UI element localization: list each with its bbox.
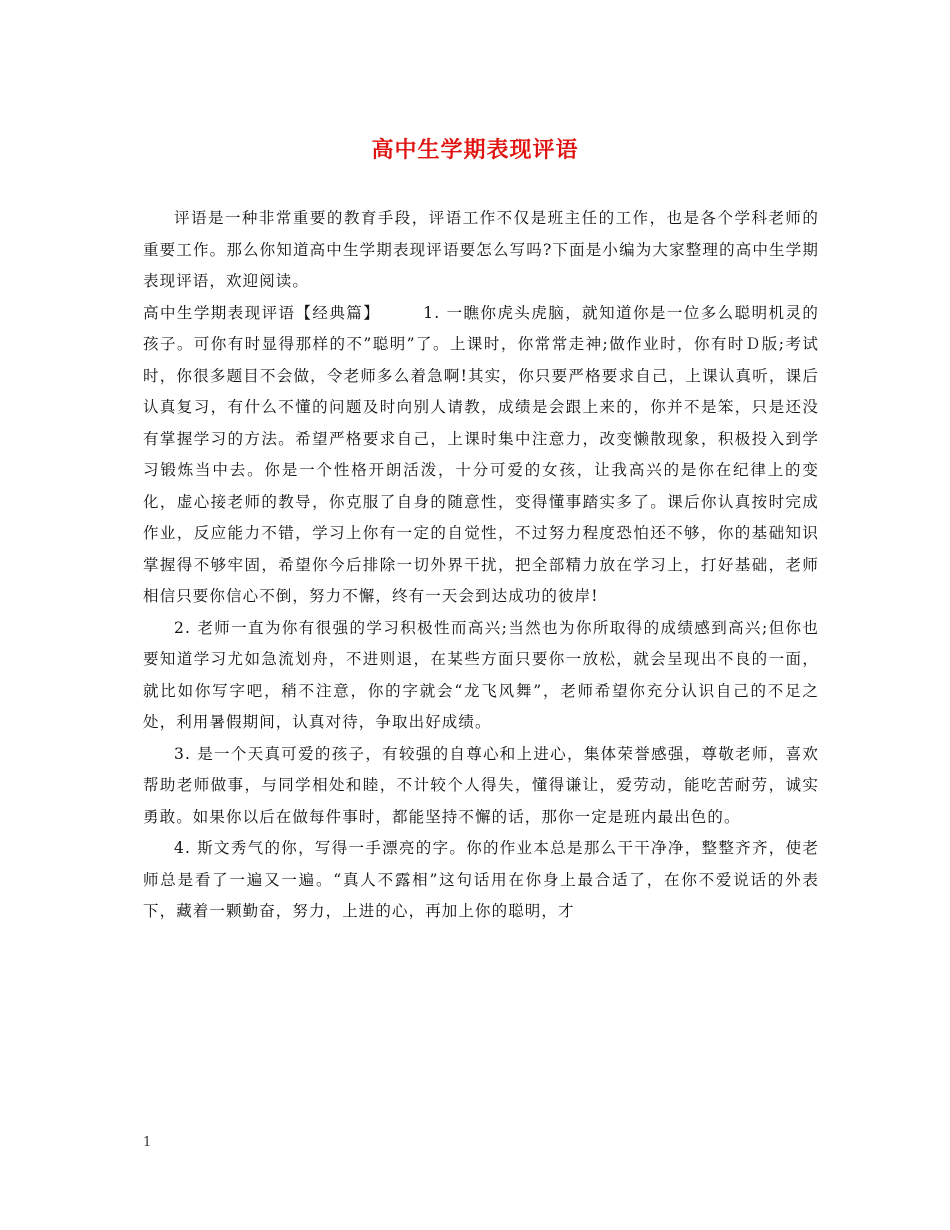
comment-paragraph-2: 2. 老师一直为你有很强的学习积极性而高兴;当然也为你所取得的成绩感到高兴;但你也要知道学习尤如急流划舟，不进则退，在某些方面只要你一放松，就会呈现出不良的一面，就比如你写字吧，稍不注意，你的字就会“龙飞风舞”，老师希望你充分认识自己的不足之处，利用暑假期间，认真对待，争取出好成绩。 [143, 618, 819, 731]
comment-paragraph-3: 3. 是一个天真可爱的孩子，有较强的自尊心和上进心，集体荣誉感强，尊敬老师，喜欢帮助老师做事，与同学相处和睦，不计较个人得失，懂得谦让，爱劳动，能吃苦耐劳，诚实勇敢。如果你以后在做每件事时，都能坚持不懈的话，那你一定是班内最出色的。 [143, 744, 819, 826]
comment-paragraph-4: 4. 斯文秀气的你，写得一手漂亮的字。你的作业本总是那么干干净净，整整齐齐，使老师总是看了一遍又一遍。“真人不露相”这句话用在你身上最合适了，在你不爱说话的外表下，藏着一颗勤奋，努力，上进的心，再加上你的聪明，才 [143, 839, 819, 920]
page-number: 1 [143, 1135, 152, 1150]
document-title: 高中生学期表现评语 [371, 137, 579, 163]
document-body [143, 203, 819, 928]
intro-paragraph: 评语是一种非常重要的教育手段，评语工作不仅是班主任的工作，也是各个学科老师的重要工作。那么你知道高中生学期表现评语要怎么写吗?下面是小编为大家整理的高中生学期表现评语，欢迎阅读。 [143, 209, 819, 290]
section-paragraph-1: 高中生学期表现评语【经典篇】 1. 一瞧你虎头虎脑，就知道你是一位多么聪明机灵的孩子。可你有时显得那样的不”聪明”了。上课时，你常常走神;做作业时，你有时Ｄ版;考试时，你很多题目不会做，令老师多么着急啊!其实，你只要严格要求自己，上课认真听，课后认真复习，有什么不懂的问题及时向别人请教，成绩是会跟上来的，你并不是笨，只是还没有掌握学习的方法。希望严格要求自己，上课时集中注意力，改变懒散现象，积极投入到学习锻炼当中去。你是一个性格开朗活泼，十分可爱的女孩，让我高兴的是你在纪律上的变化，虚心接老师的教导，你克服了自身的随意性，变得懂事踏实多了。课后你认真按时完成作业，反应能力不错，学习上你有一定的自觉性，不过努力程度恐怕还不够，你的基础知识掌握得不够牢固，希望你今后排除一切外界干扰，把全部精力放在学习上，打好基础，老师相信只要你信心不倒，努力不懈，终有一天会到达成功的彼岸! [143, 303, 819, 605]
